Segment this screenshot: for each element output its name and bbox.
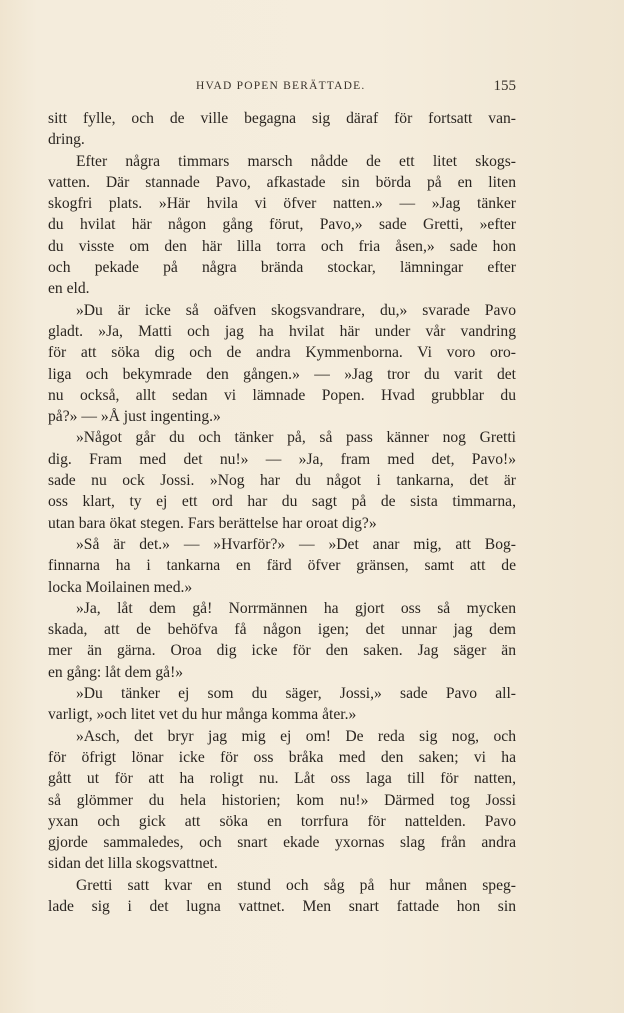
text-line: »Du är icke så oäfven skogsvandrare, du,» svarade Pavo bbox=[76, 301, 516, 319]
text-line: »Asch, det bryr jag mig ej om! De reda sig nog, och bbox=[76, 727, 516, 745]
text-line: du hvilat här någon gång förut, Pavo,» sade Gretti, »efter bbox=[48, 216, 516, 234]
text-line: du visste om den här lilla torra och fria åsen,» sade hon bbox=[48, 237, 516, 255]
text-line: för öfrigt lönar icke för oss bråka med den saken; vi ha bbox=[48, 748, 516, 766]
body-text bbox=[48, 108, 516, 917]
text-line: sidan det lilla skogsvattnet. bbox=[48, 855, 218, 873]
text-line: och pekade på några brända stockar, lämningar efter bbox=[48, 259, 516, 277]
text-line: Efter några timmars marsch nådde de ett litet skogs- bbox=[76, 152, 516, 170]
text-line: »Du tänker ej som du säger, Jossi,» sade Pavo all- bbox=[76, 685, 516, 703]
text-line: dig. Fram med det nu!» — »Ja, fram med det, Pavo!» bbox=[48, 450, 516, 468]
text-line: sade nu ock Jossi. »Nog har du något i tankarna, det är bbox=[48, 472, 516, 490]
text-line: yxan och gick att söka en torrfura för nattelden. Pavo bbox=[48, 812, 516, 830]
text-line: »Ja, låt dem gå! Norrmännen ha gjort oss så mycken bbox=[76, 599, 516, 617]
text-line: oss klart, ty ej ett ord har du sagt på de sista timmarna, bbox=[48, 493, 516, 511]
text-line: dring. bbox=[48, 131, 85, 149]
text-line: utan bara ökat stegen. Fars berättelse har oroat dig?» bbox=[48, 514, 377, 532]
text-line: för att söka dig och de andra Kymmenborna. Vi voro oro- bbox=[48, 344, 516, 362]
text-line: gladt. »Ja, Matti och jag ha hvilat här under vår vandring bbox=[48, 322, 516, 340]
text-line: vatten. Där stannade Pavo, afkastade sin börda på en liten bbox=[48, 173, 516, 191]
text-line: skada, att de behöfva få någon igen; det unnar jag dem bbox=[48, 621, 516, 639]
text-line: »Något går du och tänker på, så pass känner nog Gretti bbox=[76, 429, 516, 447]
text-line: liga och bekymrade den gången.» — »Jag tror du varit det bbox=[48, 365, 516, 383]
text-line: locka Moilainen med.» bbox=[48, 578, 193, 596]
text-line: sitt fylle, och de ville begagna sig däraf för fortsatt van- bbox=[48, 110, 516, 127]
text-line: gått ut för att ha roligt nu. Låt oss laga till för natten, bbox=[48, 770, 516, 788]
text-line: finnarna ha i tankarna en färd öfver gränsen, samt att de bbox=[48, 557, 516, 575]
text-line: en eld. bbox=[48, 280, 90, 298]
text-line: »Så är det.» — »Hvarför?» — »Det anar mig, att Bog- bbox=[76, 535, 516, 553]
running-head: HVAD POPEN BERÄTTADE. bbox=[196, 80, 366, 92]
text-line: varligt, »och litet vet du hur många komma åter.» bbox=[48, 706, 357, 724]
text-line: mer än gärna. Oroa dig icke för den saken. Jag säger än bbox=[48, 642, 516, 660]
text-line: en gång: låt dem gå!» bbox=[48, 663, 184, 681]
page-header bbox=[48, 80, 516, 100]
page-number: 155 bbox=[493, 78, 516, 94]
text-line: skogfri plats. »Här hvila vi öfver natten.» — »Jag tänker bbox=[48, 195, 516, 213]
text-line: gjorde sammaledes, och snart ekade yxornas slag från andra bbox=[48, 834, 516, 852]
text-line: på?» — »Å just ingenting.» bbox=[48, 408, 221, 426]
text-line: Gretti satt kvar en stund och såg på hur månen speg- bbox=[76, 876, 516, 894]
text-line: nu också, allt sedan vi lämnade Popen. Hvad grubblar du bbox=[48, 386, 516, 404]
text-line: lade sig i det lugna vattnet. Men snart fattade hon sin bbox=[48, 897, 516, 915]
text-line: så glömmer du hela historien; kom nu!» Därmed tog Jossi bbox=[48, 791, 516, 809]
